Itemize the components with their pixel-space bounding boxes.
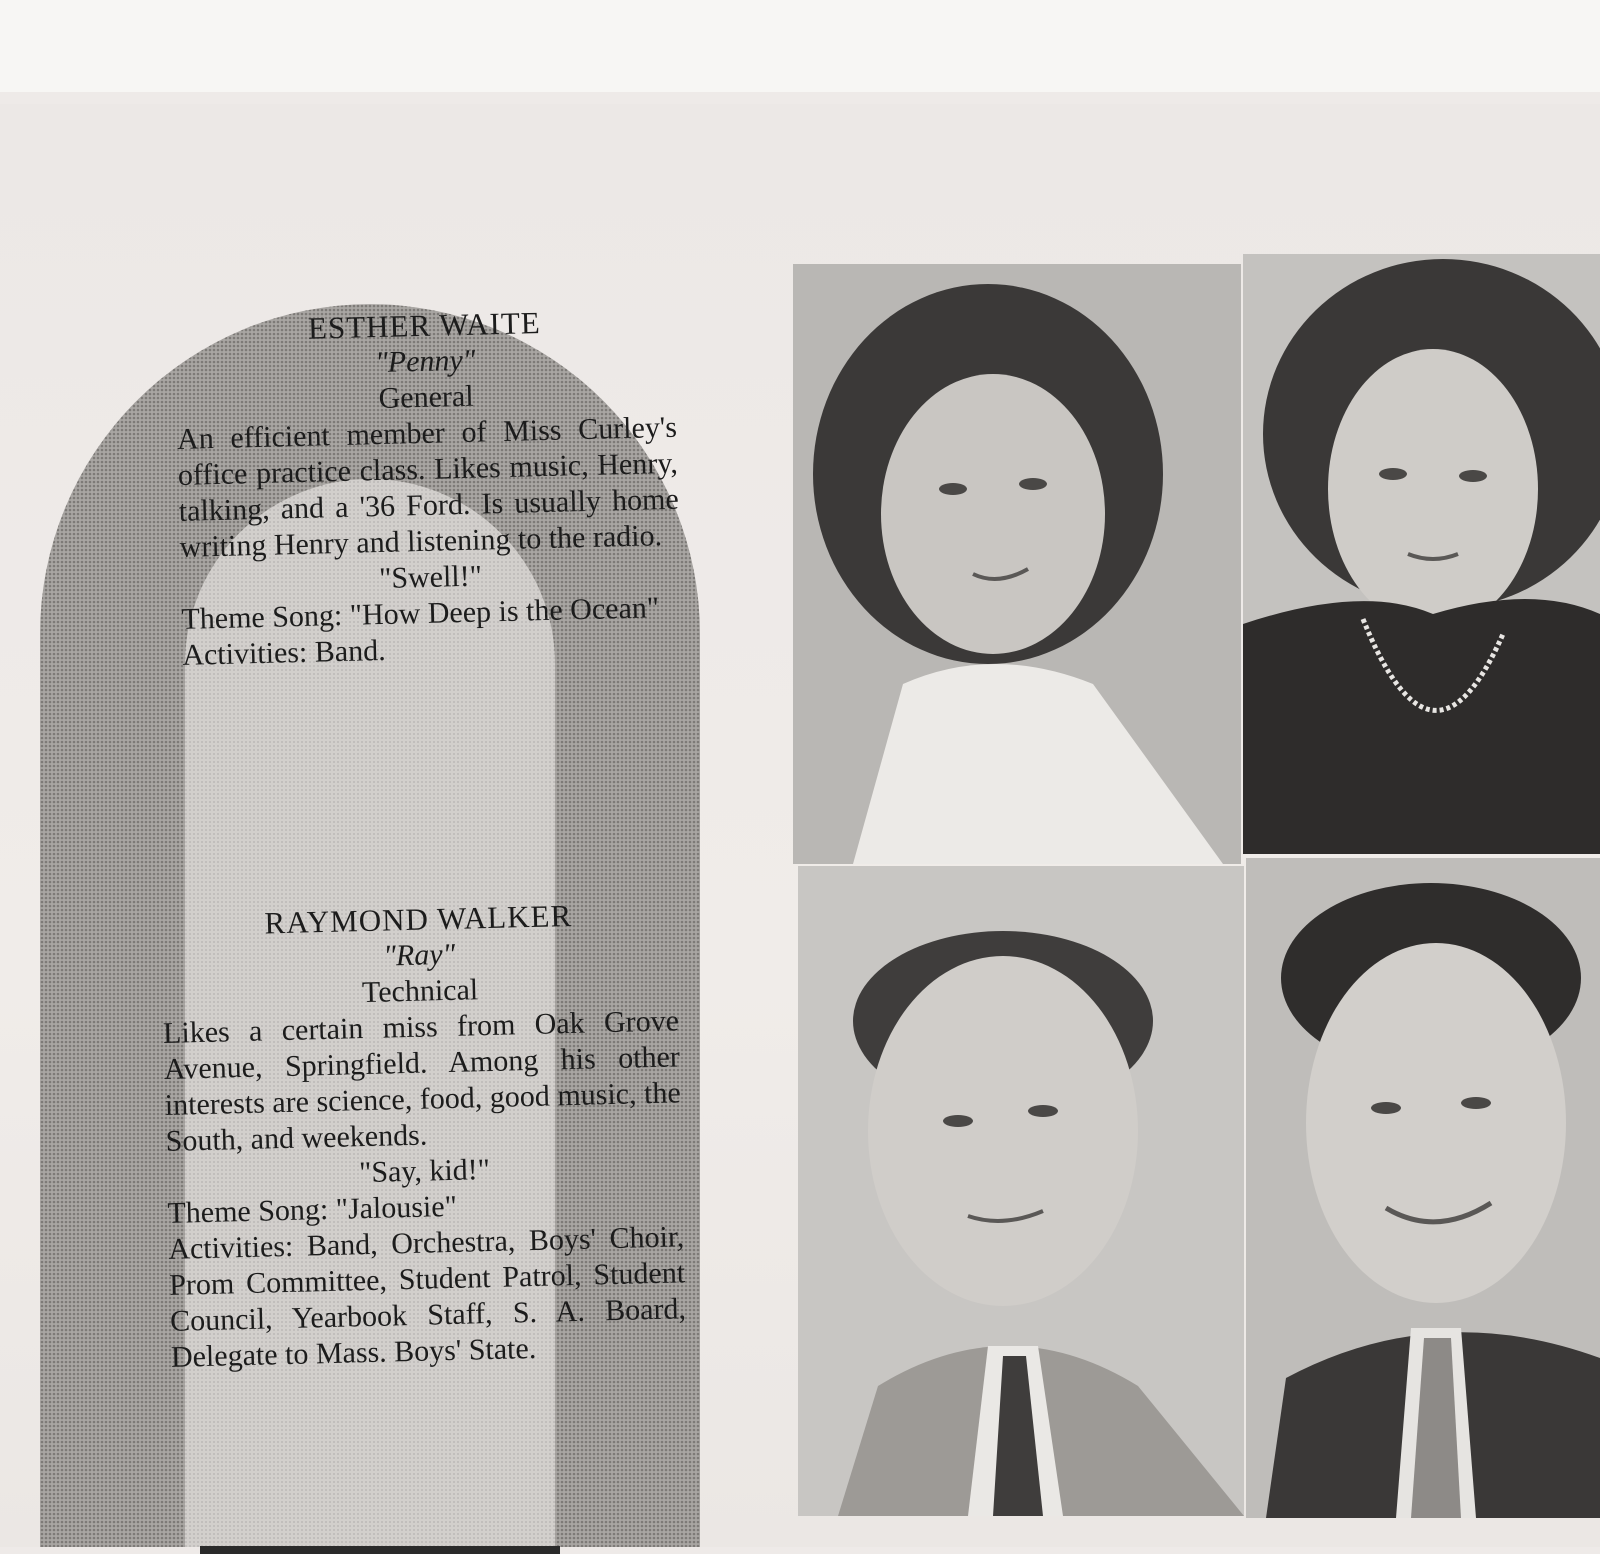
portrait-grid (793, 254, 1600, 1547)
student-activities: Activities: Band, Orchestra, Boys' Choir, Prom Committee, Student Patrol, Student Council, Yearbook Staff, S. A. Board, Delegate to Mass. Boys' State. (167, 1220, 687, 1374)
student-nickname: "Penny" (374, 343, 476, 380)
student-course: Technical (361, 973, 479, 1010)
yearbook-page (0, 104, 1600, 1547)
portrait-photo (1243, 254, 1600, 854)
portrait-photo (1246, 858, 1600, 1518)
student-name: ESTHER WAITE (307, 305, 542, 346)
background-strip (0, 0, 1600, 92)
student-theme-song: Theme Song: "Jalousie" (167, 1189, 458, 1230)
senior-entry-esther-waite (174, 302, 683, 674)
student-name: RAYMOND WALKER (264, 897, 573, 941)
senior-entry-raymond-walker (160, 895, 687, 1375)
student-quote: "Swell!" (378, 559, 483, 596)
student-description: Likes a certain miss from Oak Grove Avenue, Springfield. Among his other interests are science, food, good music, the South, and weekends. (162, 1004, 682, 1158)
student-description: An efficient member of Miss Curley's office practice class. Likes music, Henry, talking, and a '36 Ford. Is usually home writing Henry and listening to the radio. (176, 410, 680, 564)
student-course: General (378, 379, 474, 416)
student-quote: "Say, kid!" (358, 1153, 491, 1190)
portrait-photo (793, 264, 1241, 864)
student-theme-song: Theme Song: "How Deep is the Ocean" (181, 591, 660, 636)
student-activities: Activities: Band. (181, 633, 386, 672)
portrait-photo (798, 866, 1244, 1516)
student-nickname: "Ray" (382, 937, 456, 973)
cut-off-text (150, 1544, 600, 1554)
